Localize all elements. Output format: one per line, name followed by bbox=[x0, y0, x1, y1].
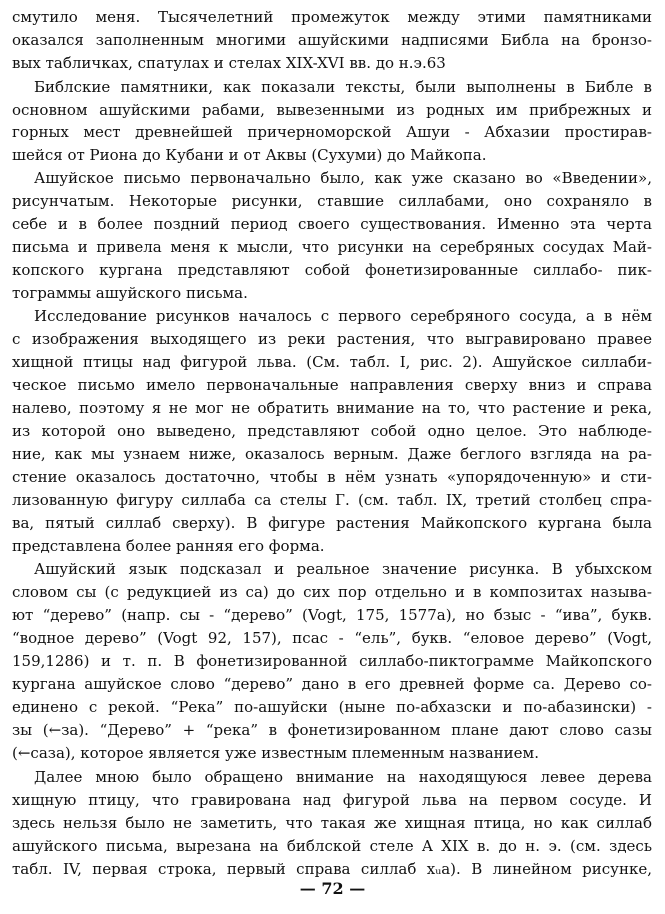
text-line: Библские памятники, как показали тексты, были выполнены в Библе в bbox=[34, 78, 652, 96]
text-line: ют “дерево” (напр. сы - “дерево” (Vogt, 175, 1577а), но бзыс - “ива”, букв. bbox=[12, 606, 652, 624]
text-line: из которой оно выведено, представляют собой одно целое. Это наблюде- bbox=[12, 422, 652, 440]
text-line: Ашуйское письмо первоначально было, как уже сказано во «Введении», bbox=[34, 169, 652, 187]
text-line: оказался заполненным многими ашуйскими надписями Библа на бронзо- bbox=[12, 31, 652, 49]
text-line: вых табличках, спатулах и стелах XIX-XVI вв. до н.э.63 bbox=[12, 54, 446, 72]
text-line: словом сы (с редукцией из са) до сих пор отдельно и в композитах называ- bbox=[12, 583, 652, 601]
text-line: Далее мною было обращено внимание на находящуюся левее дерева bbox=[34, 768, 652, 786]
text-line: шейся от Риона до Кубани и от Аквы (Сухуми) до Майкопа. bbox=[12, 146, 487, 164]
text-line: с изображения выходящего из реки растения, что выгравировано правее bbox=[12, 330, 652, 348]
text-line: ашуйского письма, вырезана на библской стеле A XIX в. до н. э. (см. здесь bbox=[12, 837, 652, 855]
text-line: здесь нельзя было не заметить, что такая же хищная птица, но как силлаб bbox=[12, 814, 652, 832]
text-line: единено с рекой. “Река” по-ашуйски (ныне по-абхазски и по-абазински) - bbox=[12, 698, 652, 716]
text-line: представлена более ранняя его форма. bbox=[12, 537, 325, 555]
text-line: смутило меня. Тысячелетний промежуток между этими памятниками bbox=[12, 8, 652, 26]
text-line: табл. IV, первая строка, первый справа силлаб xᵤa). В линейном рисунке, bbox=[12, 860, 652, 878]
text-line: 159,1286) и т. п. В фонетизированной силлабо-пиктограмме Майкопского bbox=[12, 652, 652, 670]
text-line: Исследование рисунков началось с первого серебряного сосуда, а в нём bbox=[34, 307, 652, 325]
text-line: копского кургана представляют собой фонетизированные силлабо- пик- bbox=[12, 261, 652, 279]
text-line: (←саза), которое является уже известным племенным названием. bbox=[12, 744, 539, 762]
text-line: ва, пятый силлаб сверху). В фигуре растения Майкопского кургана была bbox=[12, 514, 652, 532]
text-line: письма и привела меня к мысли, что рисунки на серебряных сосудах Май- bbox=[12, 238, 652, 256]
text-line: лизованную фигуру силлаба са стелы Г. (см. табл. IX, третий столбец спра- bbox=[12, 491, 652, 509]
text-line: кургана ашуйское слово “дерево” дано в его древней форме са. Дерево со- bbox=[12, 675, 652, 693]
text-line: рисунчатым. Некоторые рисунки, ставшие силлабами, оно сохраняло в bbox=[12, 192, 652, 210]
text-line: ческое письмо имело первоначальные направления сверху вниз и справа bbox=[12, 376, 652, 394]
text-line: тограммы ашуйского письма. bbox=[12, 284, 248, 302]
text-line: себе и в более поздний период своего существования. Именно эта черта bbox=[12, 215, 652, 233]
text-line: стение оказалось достаточно, чтобы в нём узнать «упорядоченную» и сти- bbox=[12, 468, 652, 486]
text-line: горных мест древнейшей причерноморской Ашуи - Абхазии простирав- bbox=[12, 123, 652, 141]
text-line: основном ашуйскими рабами, вывезенными из родных им прибрежных и bbox=[12, 101, 652, 119]
text-line: налево, поэтому я не мог не обратить внимание на то, что растение и река, bbox=[12, 399, 652, 417]
text-line: хищной птицы над фигурой льва. (См. табл. I, рис. 2). Ашуйское силлаби- bbox=[12, 353, 652, 371]
text-line: Ашуйский язык подсказал и реальное значение рисунка. В убыхском bbox=[34, 560, 652, 578]
text-line: ние, как мы узнаем ниже, оказалось верным. Даже беглого взгляда на ра- bbox=[12, 445, 652, 463]
text-line: хищную птицу, что гравирована над фигурой льва на первом сосуде. И bbox=[12, 791, 652, 809]
text-line: зы (←за). “Дерево” + “река” в фонетизированном плане дают слово сазы bbox=[12, 721, 652, 739]
text-line: “водное дерево” (Vogt 92, 157), псас - “ель”, букв. “еловое дерево” (Vogt, bbox=[12, 629, 652, 647]
page-number: — 72 — bbox=[299, 879, 366, 898]
